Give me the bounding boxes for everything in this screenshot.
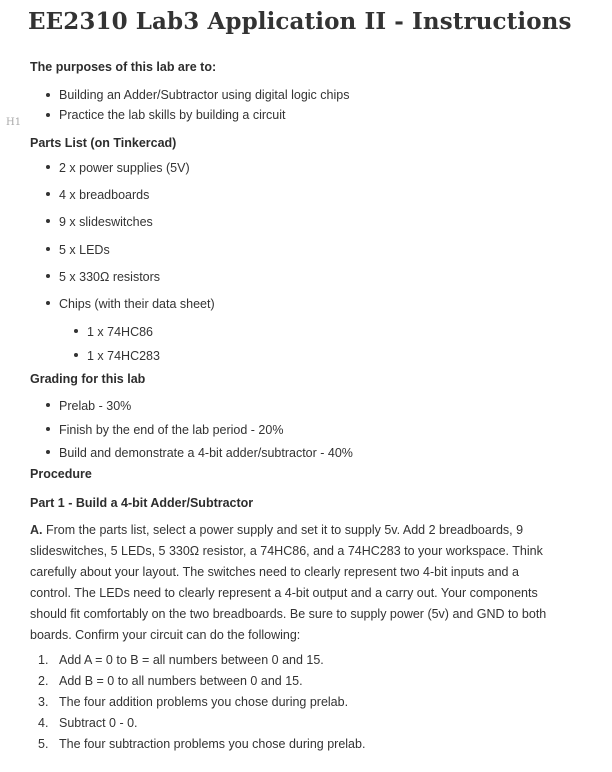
list-item: Chips (with their data sheet) bbox=[59, 294, 215, 321]
para-line: boards. Confirm your circuit can do the following: bbox=[30, 628, 301, 642]
list-item: 2 x power supplies (5V) bbox=[59, 158, 215, 185]
list-item: 5. The four subtraction problems you chose during prelab. bbox=[59, 734, 365, 755]
list-item: Prelab - 30% bbox=[59, 396, 353, 420]
part1-instructions bbox=[30, 520, 596, 646]
step-number: 2. bbox=[38, 674, 49, 688]
parts-list-heading: Parts List (on Tinkercad) bbox=[30, 136, 177, 150]
list-item: 1 x 74HC283 bbox=[87, 346, 160, 370]
para-line: should fit comfortably on the two breadboards. Be sure to supply power (5v) and GND to both bbox=[30, 607, 547, 621]
list-item: 5 x 330Ω resistors bbox=[59, 267, 215, 294]
purposes-heading: The purposes of this lab are to: bbox=[30, 60, 217, 74]
step-number: 3. bbox=[38, 695, 49, 709]
list-item: Build and demonstrate a 4-bit adder/subtractor - 40% bbox=[59, 443, 353, 467]
step-number: 5. bbox=[38, 737, 49, 751]
list-item: Practice the lab skills by building a circuit bbox=[59, 106, 349, 126]
list-item: 4. Subtract 0 - 0. bbox=[59, 713, 365, 734]
para-line: slideswitches, 5 LEDs, 5 330Ω resistor, a 74HC86, and a 74HC283 to your workspace. Think bbox=[30, 544, 543, 558]
steps-list bbox=[38, 650, 366, 755]
step-number: 4. bbox=[38, 716, 49, 730]
purposes-list bbox=[59, 86, 349, 126]
step-number: 1. bbox=[38, 653, 49, 667]
para-line: A. From the parts list, select a power supply and set it to supply 5v. Add 2 breadboards, 9 bbox=[30, 523, 524, 537]
list-item: 1 x 74HC86 bbox=[87, 322, 160, 346]
para-line: control. The LEDs need to clearly represent a 4-bit output and a carry out. Your components bbox=[30, 586, 538, 600]
heading-level-marker[interactable]: H1 bbox=[6, 117, 22, 128]
grading-list bbox=[59, 396, 353, 467]
para-line: carefully about your layout. The switches need to clearly represent two 4-bit inputs and a bbox=[30, 565, 519, 579]
list-item: 3. The four addition problems you chose during prelab. bbox=[59, 692, 365, 713]
list-item: 5 x LEDs bbox=[59, 240, 215, 267]
step-label: A. bbox=[30, 523, 43, 537]
procedure-heading: Procedure bbox=[30, 467, 92, 481]
parts-list bbox=[59, 158, 215, 321]
list-item: 9 x slideswitches bbox=[59, 212, 215, 239]
part1-heading: Part 1 - Build a 4-bit Adder/Subtractor bbox=[30, 496, 254, 510]
list-item: 4 x breadboards bbox=[59, 185, 215, 212]
list-item: 2. Add B = 0 to all numbers between 0 and 15. bbox=[59, 671, 365, 692]
list-item: Finish by the end of the lab period - 20% bbox=[59, 420, 353, 444]
list-item: 1. Add A = 0 to B = all numbers between 0 and 15. bbox=[59, 650, 365, 671]
page-title: EE2310 Lab3 Application II - Instructions bbox=[28, 8, 572, 35]
chips-sublist bbox=[87, 322, 160, 370]
list-item: Building an Adder/Subtractor using digital logic chips bbox=[59, 86, 349, 106]
grading-heading: Grading for this lab bbox=[30, 372, 146, 386]
